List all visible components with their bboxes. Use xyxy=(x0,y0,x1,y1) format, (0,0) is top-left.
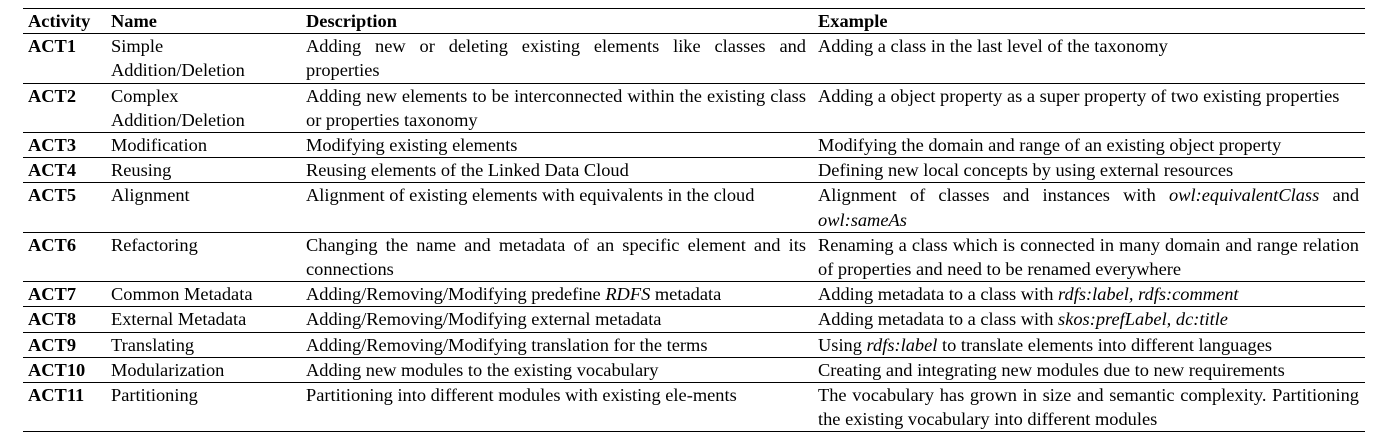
activity-id: ACT1 xyxy=(28,36,77,57)
activity-description: Alignment of existing elements with equivalents in the cloud xyxy=(306,185,755,206)
activity-name: Refactoring xyxy=(111,234,198,255)
header-name: Name xyxy=(111,11,157,31)
description-text: Adding/Removing/Modifying predefine xyxy=(306,284,606,305)
header-example: Example xyxy=(818,11,888,31)
activity-name: Reusing xyxy=(111,160,172,181)
activity-description: Adding new modules to the existing vocabulary xyxy=(306,359,659,380)
activity-example: The vocabulary has grown in size and semantic complexity. Partitioning the existing vocabulary into different modules xyxy=(818,385,1359,430)
activity-id: ACT10 xyxy=(28,359,86,380)
activity-example: Adding a class in the last level of the taxonomy xyxy=(818,36,1168,57)
activity-id: ACT9 xyxy=(28,334,77,355)
activity-example xyxy=(812,282,1365,307)
activity-id: ACT5 xyxy=(28,185,77,206)
example-text: to translate elements into different languages xyxy=(937,334,1273,355)
header-row xyxy=(23,9,1365,34)
table-row xyxy=(23,158,1365,183)
activity-name: Alignment xyxy=(111,185,190,206)
activity-description: Changing the name and metadata of an specific element and its connections xyxy=(306,234,806,280)
table-row xyxy=(23,34,1365,83)
example-text: Using xyxy=(818,334,867,355)
activity-id: ACT8 xyxy=(28,309,77,330)
example-text: and xyxy=(1319,185,1360,206)
table-row xyxy=(23,232,1365,281)
activity-id: ACT2 xyxy=(28,85,77,106)
activity-name: Modification xyxy=(111,135,208,156)
activity-example: Adding a object property as a super property of two existing properties xyxy=(818,85,1340,106)
activity-example xyxy=(812,332,1365,357)
activity-id: ACT7 xyxy=(28,284,77,305)
table-row xyxy=(23,383,1365,432)
table-row xyxy=(23,282,1365,307)
activity-name: Partitioning xyxy=(111,385,198,406)
description-italic-term: RDFS xyxy=(605,284,651,305)
activity-name: Simple Addition/Deletion xyxy=(111,36,245,81)
activity-example: Renaming a class which is connected in many domain and range relation of properties and need to be renamed everywhere xyxy=(818,234,1359,280)
activity-id: ACT6 xyxy=(28,234,77,255)
activity-name: Modularization xyxy=(111,359,225,380)
activity-description: Adding new or deleting existing elements like classes and properties xyxy=(306,36,806,81)
activity-description: Modifying existing elements xyxy=(306,135,518,156)
activity-description: Reusing elements of the Linked Data Cloud xyxy=(306,160,629,181)
activity-id: ACT4 xyxy=(28,160,77,181)
header-activity: Activity xyxy=(28,11,91,31)
activity-id: ACT3 xyxy=(28,135,77,156)
example-italic-term: skos:prefLabel, dc:title xyxy=(1058,309,1228,330)
example-text: Alignment of classes and instances with xyxy=(818,185,1170,206)
activity-name: External Metadata xyxy=(111,309,247,330)
table-body xyxy=(23,34,1365,432)
description-text: metadata xyxy=(650,284,722,305)
header-description: Description xyxy=(306,11,397,31)
activities-table xyxy=(23,8,1365,432)
table-row xyxy=(23,332,1365,357)
example-italic-term: rdfs:label, rdfs:comment xyxy=(1058,284,1239,305)
activity-id: ACT11 xyxy=(28,385,85,406)
activity-example: Creating and integrating new modules due to new requirements xyxy=(818,359,1285,380)
activities-table-container xyxy=(23,8,1365,432)
activity-name: Complex Addition/Deletion xyxy=(111,85,245,130)
example-text: Adding metadata to a class with xyxy=(818,309,1059,330)
table-row xyxy=(23,133,1365,158)
activity-description: Adding/Removing/Modifying external metadata xyxy=(306,309,662,330)
activity-description xyxy=(300,282,812,307)
activity-example xyxy=(812,183,1365,232)
table-row xyxy=(23,357,1365,382)
activity-description: Adding/Removing/Modifying translation for the terms xyxy=(306,334,708,355)
example-italic-term: owl:equivalentClass xyxy=(1169,185,1320,206)
table-row xyxy=(23,183,1365,232)
activity-description: Partitioning into different modules with existing ele-ments xyxy=(306,385,737,406)
example-text: Adding metadata to a class with xyxy=(818,284,1059,305)
activity-description: Adding new elements to be interconnected within the existing class or properties taxonomy xyxy=(306,85,806,130)
activity-example: Defining new local concepts by using external resources xyxy=(818,160,1234,181)
activity-example: Modifying the domain and range of an existing object property xyxy=(818,135,1282,156)
example-italic-term: rdfs:label xyxy=(866,334,938,355)
activity-name: Common Metadata xyxy=(111,284,253,305)
activity-name: Translating xyxy=(111,334,195,355)
table-header xyxy=(23,9,1365,34)
table-row xyxy=(23,83,1365,132)
example-italic-term: owl:sameAs xyxy=(818,209,907,230)
activity-example xyxy=(812,307,1365,332)
table-row xyxy=(23,307,1365,332)
